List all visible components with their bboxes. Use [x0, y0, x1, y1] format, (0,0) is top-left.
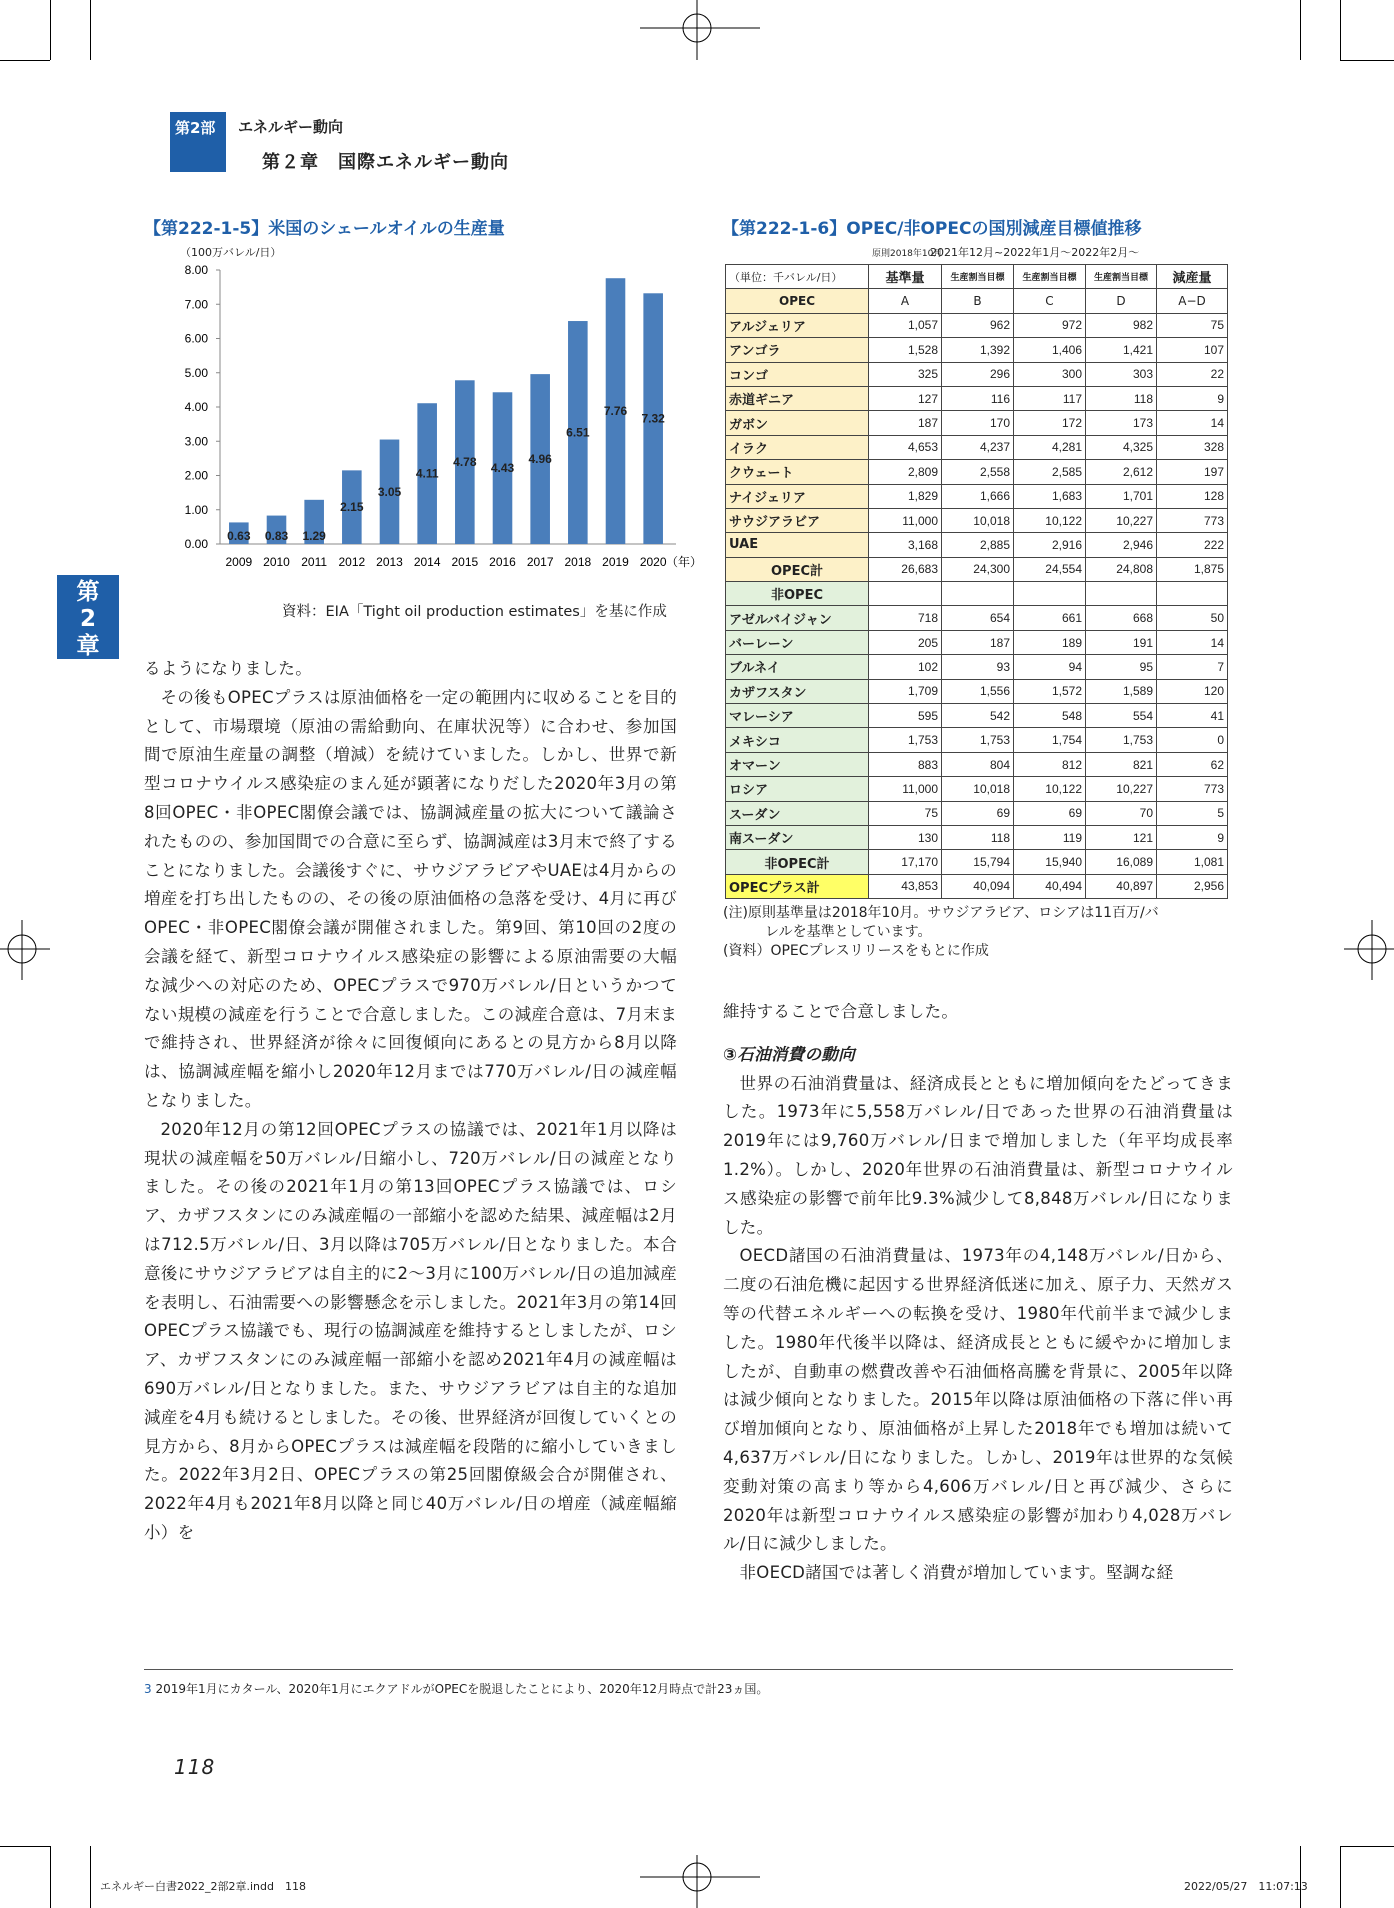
- country-name: ロシア: [726, 777, 869, 801]
- table-cell: 117: [1014, 386, 1086, 410]
- data-label: 0.63: [227, 529, 251, 543]
- country-name: ガボン: [726, 411, 869, 435]
- col-base: 基準量: [869, 265, 942, 289]
- y-tick-label: 7.00: [184, 297, 208, 312]
- data-label: 4.96: [528, 452, 552, 467]
- table-cell: 9: [1157, 386, 1228, 410]
- table-row: [726, 313, 1228, 337]
- table-cell: 4,325: [1086, 435, 1157, 459]
- data-label: 3.05: [377, 484, 402, 499]
- table-cell: 10,018: [942, 508, 1014, 532]
- x-tick-label: 2013: [376, 555, 403, 569]
- table-cell: 15,794: [942, 850, 1014, 874]
- table-cell: 7: [1157, 655, 1228, 679]
- col-prod-c: 生産割当目標: [1014, 265, 1086, 289]
- table-cell: 1,753: [942, 728, 1014, 752]
- table-row: [726, 777, 1228, 801]
- table-cell: 821: [1086, 752, 1157, 776]
- table-cell: 93: [942, 655, 1014, 679]
- table-cell: 62: [1157, 752, 1228, 776]
- table-cell: 303: [1086, 362, 1157, 386]
- table-cell: 24,554: [1014, 557, 1086, 581]
- table-cell: 75: [869, 801, 942, 825]
- table-cell: 11,000: [869, 777, 942, 801]
- table-cell: 962: [942, 313, 1014, 337]
- table-cell: 173: [1086, 411, 1157, 435]
- table-cell: 1,829: [869, 484, 942, 508]
- registration-mark-left: [0, 920, 50, 980]
- table-cell: 1,753: [869, 728, 942, 752]
- table-cell: 102: [869, 655, 942, 679]
- figure-1-unit: （100万バレル/日）: [180, 246, 282, 259]
- table-row: [726, 874, 1228, 898]
- y-tick-label: 2.00: [184, 468, 208, 483]
- country-name: UAE: [726, 533, 869, 557]
- footnote-text: 2019年1月にカタール、2020年1月にエクアドルがOPECを脱退したことにより、2020年12月時点で計23ヵ国。: [155, 1682, 769, 1696]
- country-name: ナイジェリア: [726, 484, 869, 508]
- table-cell: 773: [1157, 777, 1228, 801]
- table-cell: 24,300: [942, 557, 1014, 581]
- table-cell: 328: [1157, 435, 1228, 459]
- table-cell: 1,392: [942, 338, 1014, 362]
- table-row: [726, 460, 1228, 484]
- x-tick-label: 2015: [451, 555, 479, 569]
- table-cell: 189: [1014, 630, 1086, 654]
- country-name: OPECプラス計: [726, 874, 869, 898]
- col-prod-d: 生産割当目標: [1086, 265, 1157, 289]
- y-tick-label: 0.00: [184, 537, 208, 551]
- table-cell: 128: [1157, 484, 1228, 508]
- table-cell: [1157, 582, 1228, 606]
- country-name: カザフスタン: [726, 679, 869, 703]
- table-cell: [869, 582, 942, 606]
- table-cell: 116: [942, 386, 1014, 410]
- y-tick-label: 8.00: [184, 263, 208, 277]
- table-cell: [942, 582, 1014, 606]
- table-cell: 2,558: [942, 460, 1014, 484]
- table-cell: 222: [1157, 533, 1228, 557]
- country-name: 南スーダン: [726, 825, 869, 849]
- y-tick-label: 4.00: [184, 400, 208, 414]
- country-name: サウジアラビア: [726, 508, 869, 532]
- table-cell: 812: [1014, 752, 1086, 776]
- table-row: [726, 557, 1228, 581]
- table-cell: 40,897: [1086, 874, 1157, 898]
- table-row: [726, 435, 1228, 459]
- table-cell: 15,940: [1014, 850, 1086, 874]
- paragraph: 世界の石油消費量は、経済成長とともに増加傾向をたどってきました。1973年に5,558万バレル/日であった世界の石油消費量は2019年には9,760万バレル/日まで増加しました（年平均成長率1.2%）。しかし、2020年世界の石油消費量は、新型コロナウイルス感染症の影響で前年比9.3%減少して8,848万バレル/日になりました。: [723, 1073, 1233, 1237]
- table-cell: 4,281: [1014, 435, 1086, 459]
- table-cell: 10,018: [942, 777, 1014, 801]
- x-tick-label: 2018: [564, 555, 592, 569]
- table-row: [726, 484, 1228, 508]
- country-name: アンゴラ: [726, 338, 869, 362]
- country-name: マレーシア: [726, 704, 869, 728]
- table-cell: 118: [942, 825, 1014, 849]
- data-label: 0.83: [264, 529, 289, 543]
- table-cell: 1,589: [1086, 679, 1157, 703]
- table-cell: 718: [869, 606, 942, 630]
- table-cell: 187: [869, 411, 942, 435]
- table-row: [726, 508, 1228, 532]
- table-cell: 197: [1157, 460, 1228, 484]
- table-cell: 119: [1014, 825, 1086, 849]
- note-1: (注)原則基準量は2018年10月。サウジアラビア、ロシアは11百万/バ: [723, 905, 1159, 921]
- table-row: [726, 655, 1228, 679]
- table-cell: 205: [869, 630, 942, 654]
- note-2: レルを基準としています。: [765, 924, 932, 940]
- table-row: [726, 606, 1228, 630]
- table-cell: 191: [1086, 630, 1157, 654]
- figure-2-notes: [723, 904, 1233, 961]
- table-cell: 554: [1086, 704, 1157, 728]
- registration-mark-bottom: [640, 1855, 760, 1908]
- table-cell: 69: [1014, 801, 1086, 825]
- table-cell: 2,809: [869, 460, 942, 484]
- table-cell: 1,666: [942, 484, 1014, 508]
- table-cell: 9: [1157, 825, 1228, 849]
- table-row: [726, 533, 1228, 557]
- table-cell: 1,556: [942, 679, 1014, 703]
- table-cell: 130: [869, 825, 942, 849]
- table-cell: 804: [942, 752, 1014, 776]
- country-name: メキシコ: [726, 728, 869, 752]
- letter-b: B: [942, 289, 1014, 313]
- country-name: アゼルバイジャン: [726, 606, 869, 630]
- table-cell: 40,094: [942, 874, 1014, 898]
- table-cell: 1,057: [869, 313, 942, 337]
- table-cell: 75: [1157, 313, 1228, 337]
- table-cell: 773: [1157, 508, 1228, 532]
- data-label: 1.29: [302, 529, 326, 543]
- table-cell: 41: [1157, 704, 1228, 728]
- table-row: [726, 801, 1228, 825]
- table-cell: 118: [1086, 386, 1157, 410]
- table-row: [726, 338, 1228, 362]
- country-name: コンゴ: [726, 362, 869, 386]
- table-cell: 1,572: [1014, 679, 1086, 703]
- x-tick-label: 2010: [263, 555, 290, 569]
- right-column-text: [723, 998, 1233, 1588]
- table-cell: 43,853: [869, 874, 942, 898]
- table-cell: 69: [942, 801, 1014, 825]
- country-name: ブルネイ: [726, 655, 869, 679]
- table-cell: 40,494: [1014, 874, 1086, 898]
- footnote-rule: [144, 1669, 1233, 1670]
- table-cell: 172: [1014, 411, 1086, 435]
- table-cell: 654: [942, 606, 1014, 630]
- table-cell: 595: [869, 704, 942, 728]
- table-cell: 668: [1086, 606, 1157, 630]
- table-cell: 2,585: [1014, 460, 1086, 484]
- note-3: (資料）OPECプレスリリースをもとに作成: [723, 943, 989, 959]
- data-label: 4.43: [490, 461, 515, 476]
- table-cell: 70: [1086, 801, 1157, 825]
- y-tick-label: 5.00: [184, 365, 208, 380]
- table-cell: 1,753: [1086, 728, 1157, 752]
- x-tick-label: 2014: [413, 555, 441, 569]
- x-tick-label: 2009: [225, 555, 253, 569]
- table-cell: 2,916: [1014, 533, 1086, 557]
- x-tick-label: 2017: [526, 555, 554, 569]
- x-axis-suffix: （年）: [666, 555, 703, 569]
- y-tick-label: 6.00: [184, 331, 208, 346]
- table-cell: 1,701: [1086, 484, 1157, 508]
- paragraph: OECD諸国の石油消費量は、1973年の4,148万バレル/日から、二度の石油危機に起因する世界経済低迷に加え、原子力、天然ガス等の代替エネルギーへの転換を受け、1980年代前半まで減少しました。1980年代後半以降は、経済成長とともに緩やかに増加しましたが、自動車の燃費改善や石油価格高騰を背景に、2005年以降は減少傾向となりました。2015年以降は原油価格の下落に伴い再び増加傾向となり、原油価格が上昇した2018年でも増加は続いて4,637万バレル/日になりました。しかし、2019年は世界的な気候変動対策の高まり等から4,606万バレル/日と再び減少、さらに2020年は新型コロナウイルス感染症の影響が加わり4,028万バレル/日に減少しました。: [723, 1246, 1233, 1554]
- data-label: 7.32: [641, 411, 665, 426]
- table-cell: 1,683: [1014, 484, 1086, 508]
- table-row: [726, 679, 1228, 703]
- table-cell: 14: [1157, 411, 1228, 435]
- table-row: [726, 411, 1228, 435]
- table-cell: 17,170: [869, 850, 942, 874]
- table-cell: 0: [1157, 728, 1228, 752]
- table-cell: 26,683: [869, 557, 942, 581]
- footnote: [144, 1680, 768, 1697]
- table-row: [726, 752, 1228, 776]
- table-cell: 3,168: [869, 533, 942, 557]
- page-number: 118: [174, 1755, 216, 1779]
- letter-ad: A−D: [1157, 289, 1228, 313]
- y-tick-label: 3.00: [184, 434, 208, 449]
- section-label: エネルギー動向: [238, 118, 344, 136]
- table-cell: 24,808: [1086, 557, 1157, 581]
- table-cell: 4,237: [942, 435, 1014, 459]
- table-cell: 542: [942, 704, 1014, 728]
- table-cell: 22: [1157, 362, 1228, 386]
- country-name: クウェート: [726, 460, 869, 484]
- chapter-side-tab: 第 2 章: [57, 575, 119, 659]
- table-row: [726, 704, 1228, 728]
- data-label: 6.51: [566, 425, 590, 440]
- table-cell: 883: [869, 752, 942, 776]
- table-row: [726, 630, 1228, 654]
- table-cell: [1014, 582, 1086, 606]
- country-name: OPEC計: [726, 557, 869, 581]
- x-tick-label: 2016: [489, 555, 516, 569]
- part-label: 第2部: [170, 112, 226, 172]
- letter-a: A: [869, 289, 942, 313]
- table-header-row: [726, 265, 1228, 289]
- table-cell: 5: [1157, 801, 1228, 825]
- table-row: [726, 850, 1228, 874]
- table-cell: 300: [1014, 362, 1086, 386]
- registration-mark-top: [640, 0, 760, 60]
- col-prod-b: 生産割当目標: [942, 265, 1014, 289]
- table-row: [726, 386, 1228, 410]
- table-row: [726, 825, 1228, 849]
- table-cell: 1,754: [1014, 728, 1086, 752]
- slug-left: エネルギー白書2022_2部2章.indd 118: [100, 1880, 306, 1893]
- table-cell: 10,122: [1014, 777, 1086, 801]
- table-cell: 1,709: [869, 679, 942, 703]
- table-cell: 1,875: [1157, 557, 1228, 581]
- paragraph: 非OECD諸国では著しく消費が増加しています。堅調な経: [739, 1563, 1174, 1583]
- table-cell: 661: [1014, 606, 1086, 630]
- x-tick-label: 2020: [639, 555, 667, 569]
- country-name: オマーン: [726, 752, 869, 776]
- country-name: アルジェリア: [726, 313, 869, 337]
- nonopec-header-row: [726, 582, 1228, 606]
- slug-right: 2022/05/27 11:07:13: [1184, 1880, 1308, 1893]
- col-cut: 減産量: [1157, 265, 1228, 289]
- table-cell: 1,081: [1157, 850, 1228, 874]
- paragraph: 2020年12月の第12回OPECプラスの協議では、2021年1月以降は現状の減産幅を50万バレル/日縮小し、720万バレル/日の減産となりました。その後の2021年1月の第13回OPECプラス協議では、ロシア、カザフスタンにのみ減産幅の一部縮小を認めた結果、減産幅は2月は712.5万バレル/日、3月以降は705万バレル/日となりました。本合意後にサウジアラビアは自主的に2～3月に100万バレル/日の追加減産を表明し、石油需要への影響懸念を示しました。2021年3月の第14回OPECプラス協議でも、現行の協調減産を維持するとしましたが、ロシア、カザフスタンにのみ減産幅一部縮小を認め2021年4月の減産幅は690万バレル/日となりました。また、サウジアラビアは自主的な追加減産を4月も続けるとしました。その後、世界経済が回復していくとの見方から、8月からOPECプラスは減産幅を段階的に縮小していきました。2022年3月2日、OPECプラスの第25回閣僚級会合が開催され、2022年4月も2021年8月以降と同じ40万バレル/日の増産（減産幅縮小）を: [144, 1119, 677, 1542]
- country-name: バーレーン: [726, 630, 869, 654]
- paragraph: るようになりました。: [144, 659, 312, 678]
- data-label: 4.78: [453, 455, 477, 470]
- table-cell: 2,956: [1157, 874, 1228, 898]
- data-label: 7.76: [603, 404, 628, 419]
- table-cell: 10,227: [1086, 777, 1157, 801]
- figure-1-title: 【第222-1-5】米国のシェールオイルの生産量: [144, 219, 505, 239]
- table-cell: 2,946: [1086, 533, 1157, 557]
- table-cell: 121: [1086, 825, 1157, 849]
- section-heading: ③石油消費の動向: [723, 1044, 855, 1064]
- table-cell: 107: [1157, 338, 1228, 362]
- nonopec-header: 非OPEC: [726, 582, 869, 606]
- opec-cut-table: [725, 264, 1228, 899]
- table-cell: 325: [869, 362, 942, 386]
- figure-1-source: 資料：EIA「Tight oil production estimates」を基に作成: [282, 604, 667, 620]
- x-tick-label: 2012: [338, 555, 366, 569]
- chapter-title: 第２章 国際エネルギー動向: [262, 152, 509, 173]
- table-cell: 16,089: [1086, 850, 1157, 874]
- table-cell: [1086, 582, 1157, 606]
- paragraph: 維持することで合意しました。: [723, 1002, 959, 1021]
- table-cell: 4,653: [869, 435, 942, 459]
- table-cell: 120: [1157, 679, 1228, 703]
- data-label: 2.15: [340, 500, 364, 515]
- x-tick-label: 2019: [602, 555, 629, 569]
- table-cell: 10,227: [1086, 508, 1157, 532]
- table-cell: 2,612: [1086, 460, 1157, 484]
- table-cell: 14: [1157, 630, 1228, 654]
- letter-d: D: [1086, 289, 1157, 313]
- country-name: イラク: [726, 435, 869, 459]
- figure-2-period: 2021年12月~2022年1月～2022年2月～: [930, 246, 1140, 259]
- opec-header: OPEC: [726, 289, 869, 313]
- table-cell: 1,421: [1086, 338, 1157, 362]
- table-cell: 95: [1086, 655, 1157, 679]
- table-cell: 1,528: [869, 338, 942, 362]
- paragraph: その後もOPECプラスは原油価格を一定の範囲内に収めることを目的として、市場環境（原油の需給動向、在庫状況等）に合わせ、参加国間で原油生産量の調整（増減）を続けていました。しかし、世界で新型コロナウイルス感染症のまん延が顕著になりだした2020年3月の第8回OPEC・非OPEC閣僚会議では、協調減産量の拡大について議論されたものの、参加国間での合意に至らず、協調減産は3月末で終了することになりました。会議後すぐに、サウジアラビアやUAEは4月からの増産を打ち出したものの、その後の原油価格の急落を受け、4月に再びOPEC・非OPEC閣僚会議が開催されました。第9回、第10回の2度の会議を経て、新型コロナウイルス感染症の影響による原油需要の大幅な減少への対応のため、OPECプラスで970万バレル/日というかつてない規模の減産を行うことで合意しました。この減産合意は、7月末まで維持され、世界経済が徐々に回復傾向にあるとの見方から8月以降は、協調減産幅を縮小し2020年12月までは770万バレル/日の減産幅となりました。: [144, 687, 677, 1110]
- table-cell: 11,000: [869, 508, 942, 532]
- table-cell: 982: [1086, 313, 1157, 337]
- table-cell: 972: [1014, 313, 1086, 337]
- figure-2-period-small: 原則2018年10月: [872, 249, 943, 259]
- country-name: スーダン: [726, 801, 869, 825]
- table-cell: 548: [1014, 704, 1086, 728]
- x-tick-label: 2011: [301, 555, 328, 569]
- table-cell: 187: [942, 630, 1014, 654]
- table-row: [726, 362, 1228, 386]
- table-cell: 2,885: [942, 533, 1014, 557]
- shale-oil-bar-chart: [144, 262, 703, 594]
- data-label: 4.11: [415, 466, 439, 481]
- table-cell: 170: [942, 411, 1014, 435]
- table-cell: 127: [869, 386, 942, 410]
- country-name: 非OPEC計: [726, 850, 869, 874]
- letter-c: C: [1014, 289, 1086, 313]
- table-cell: 296: [942, 362, 1014, 386]
- table-cell: 1,406: [1014, 338, 1086, 362]
- figure-2-title: 【第222-1-6】OPEC/非OPECの国別減産目標値推移: [722, 219, 1142, 239]
- y-tick-label: 1.00: [184, 502, 208, 517]
- country-name: 赤道ギニア: [726, 386, 869, 410]
- table-cell: 94: [1014, 655, 1086, 679]
- unit-cell: （単位：千バレル/日）: [726, 265, 869, 289]
- footnote-number: 3: [144, 1682, 152, 1696]
- left-column-text: [144, 655, 677, 1548]
- table-cell: 50: [1157, 606, 1228, 630]
- registration-mark-right: [1344, 920, 1394, 980]
- table-row: [726, 728, 1228, 752]
- table-cell: 10,122: [1014, 508, 1086, 532]
- table-letter-row: [726, 289, 1228, 313]
